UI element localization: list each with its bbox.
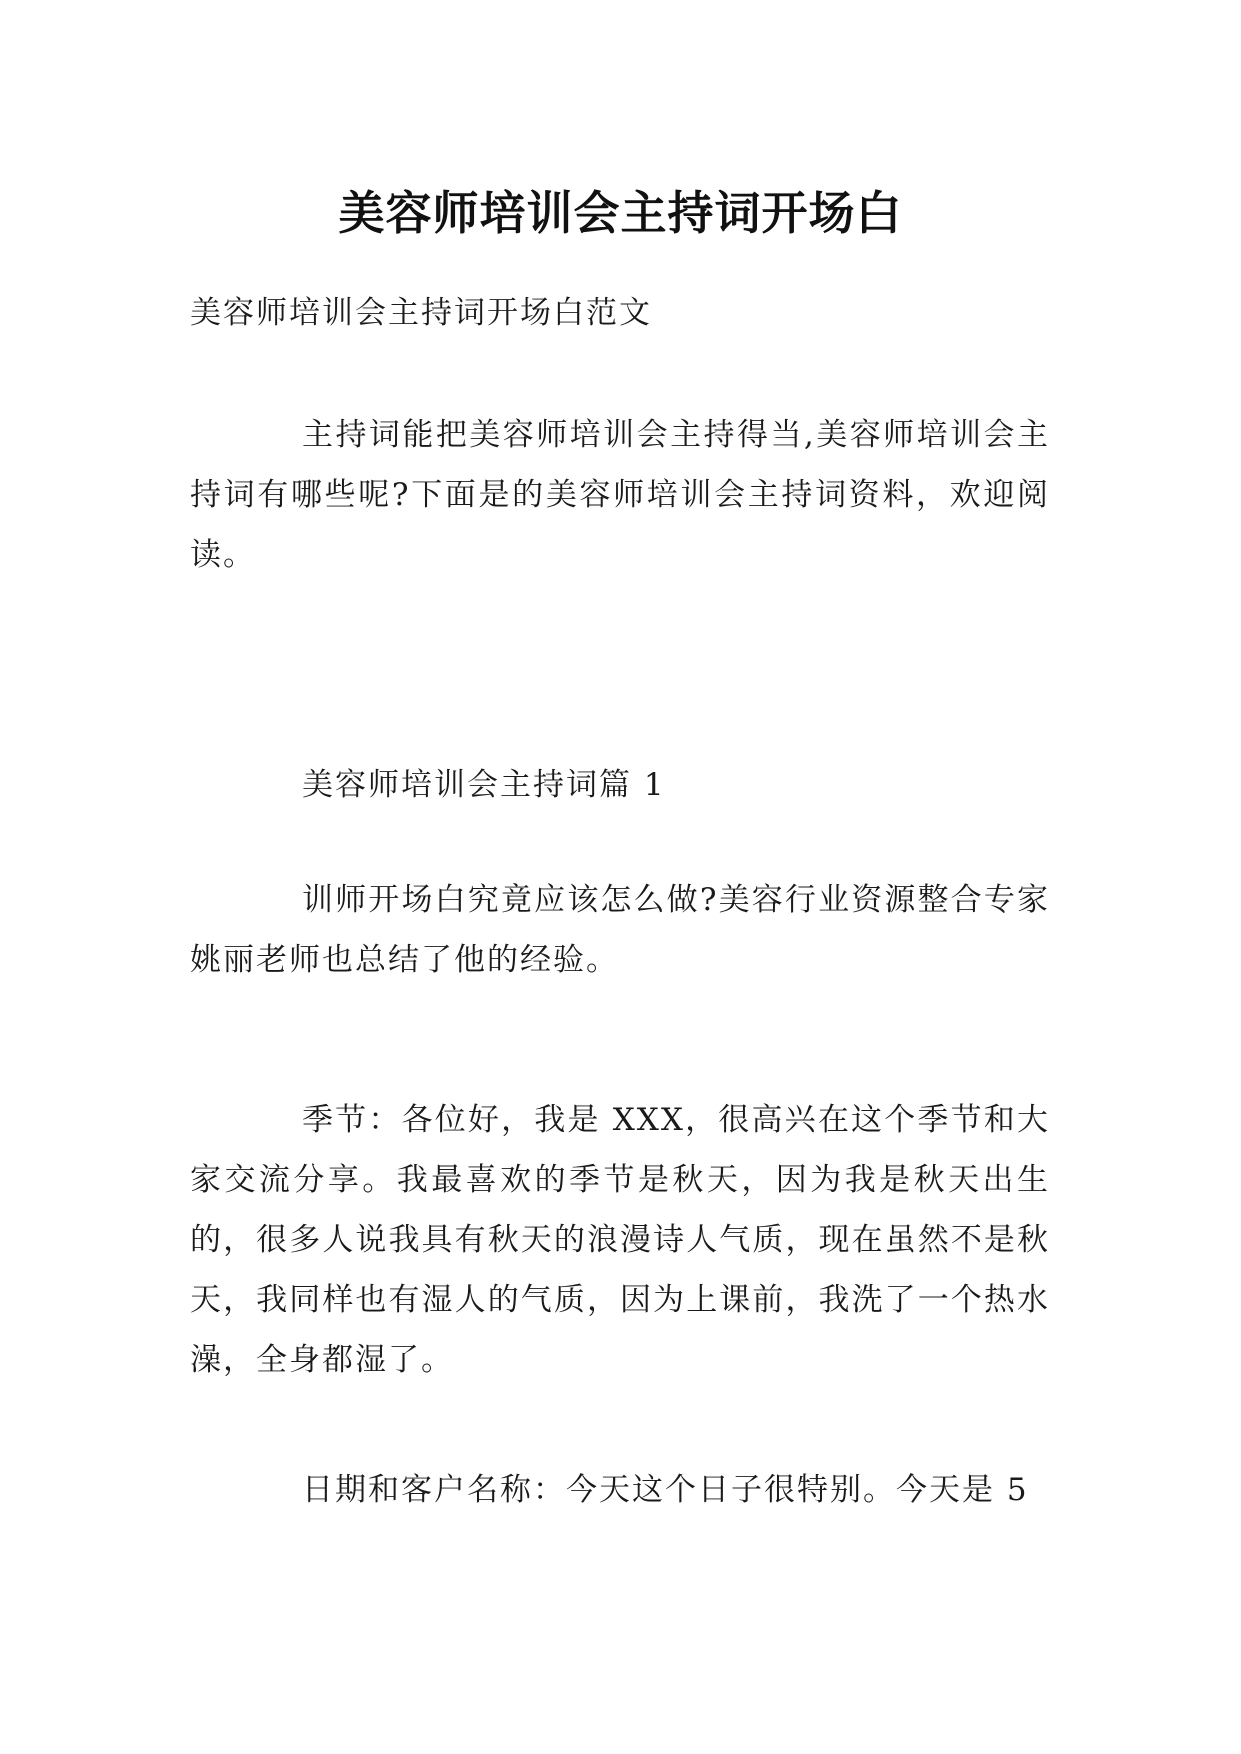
document-title: 美容师培训会主持词开场白	[338, 185, 903, 240]
intro-paragraph: 主持词能把美容师培训会主持得当,美容师培训会主持词有哪些呢?下面是的美容师培训会主持词资料，欢迎阅读。	[190, 417, 1050, 573]
subtitle-paragraph: 美容师培训会主持词开场白范文	[190, 295, 652, 331]
season-paragraph: 季节：各位好，我是 XXX，很高兴在这个季节和大家交流分享。我最喜欢的季节是秋天，因为我是秋天出生的，很多人说我具有秋天的浪漫诗人气质，现在虽然不是秋天，我同样也有湿人的气质，因为上课前，我洗了一个热水澡，全身都湿了。	[190, 1102, 1050, 1378]
date-paragraph: 日期和客户名称：今天这个日子很特别。今天是 5	[302, 1472, 1029, 1508]
section-heading: 美容师培训会主持词篇 1	[302, 767, 666, 803]
question-paragraph: 训师开场白究竟应该怎么做?美容行业资源整合专家姚丽老师也总结了他的经验。	[190, 882, 1050, 978]
